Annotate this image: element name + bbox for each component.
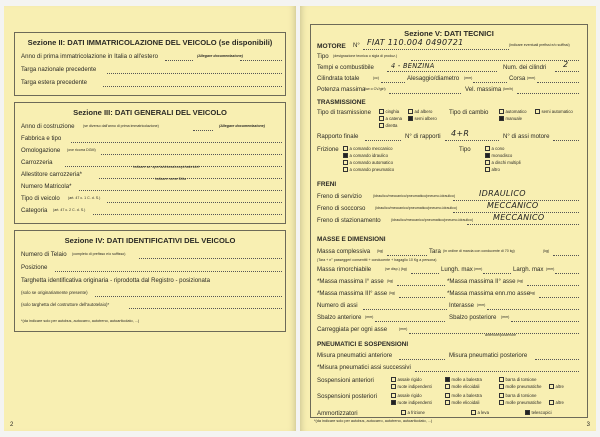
row-axles-wheelbase bbox=[311, 302, 587, 312]
field-chassis-plate[interactable] bbox=[129, 301, 282, 309]
note-attach-doc: (Allegare documentazione) bbox=[197, 54, 243, 58]
section-2-box bbox=[14, 32, 286, 96]
value-service-brake: IDRAULICO bbox=[479, 189, 526, 198]
field-factory[interactable] bbox=[71, 135, 282, 143]
sub-type: (designazione tecnica o sigla di produz.) bbox=[333, 54, 398, 58]
field-displacement[interactable] bbox=[381, 75, 405, 83]
field-speed[interactable] bbox=[517, 86, 579, 94]
checkbox-automatic[interactable]: automatico bbox=[499, 109, 527, 114]
checkbox-lever-shock[interactable]: a leva bbox=[471, 410, 489, 415]
row-bodybuilder bbox=[15, 171, 285, 181]
row-prev-plate bbox=[15, 66, 285, 76]
note-bodybuilder: indicare nome Ditta bbox=[155, 177, 186, 181]
section-2-title: Sezione II: DATI IMMATRICOLAZIONE DEL VEICOLO (se disponibili) bbox=[27, 38, 273, 47]
field-bodybuilder[interactable] bbox=[99, 171, 282, 179]
section-3-title: Sezione III: DATI GENERALI DEL VEICOLO bbox=[73, 108, 227, 117]
section-4-footnote: *(da indicare solo per autobus, autocarro, autotreno, autoarticolato, ...) bbox=[21, 319, 140, 323]
checkbox-rear-torsion-bar[interactable]: barra di torsione bbox=[499, 393, 537, 398]
field-first-registration-2[interactable] bbox=[240, 53, 282, 61]
field-stroke[interactable] bbox=[537, 75, 579, 83]
field-towable[interactable] bbox=[411, 266, 439, 274]
label-category: Categoria bbox=[21, 207, 48, 214]
label-gearbox-type: Tipo di cambio bbox=[449, 109, 489, 116]
label-axles: Numero di assi bbox=[317, 302, 358, 309]
field-tyre-rear[interactable] bbox=[535, 352, 579, 360]
label-tyre-front: Misura pneumatici anteriore bbox=[317, 352, 393, 359]
field-homologation[interactable] bbox=[101, 147, 282, 155]
label-vehicle-type: Tipo di veicolo bbox=[21, 195, 60, 202]
field-axle-1[interactable] bbox=[397, 278, 445, 286]
label-wheelbase: Interasse bbox=[449, 302, 475, 309]
field-foreign-plate[interactable] bbox=[103, 79, 282, 87]
row-plate-id bbox=[15, 277, 285, 287]
unit-towable: (se disp.) (kg) bbox=[385, 267, 407, 271]
label-homologation: Omologazione bbox=[21, 147, 61, 154]
checkbox-front-rigid-axle[interactable]: assale rigido bbox=[391, 377, 422, 382]
label-total-mass: Massa complessiva bbox=[317, 248, 371, 255]
sub-homologation: (ove ricorra DGM) bbox=[67, 148, 96, 152]
unit-bore: (mm) bbox=[464, 76, 473, 80]
label-rear-suspension: Sospensioni posteriori bbox=[317, 393, 377, 400]
row-parking-brake bbox=[311, 213, 587, 227]
row-factory bbox=[15, 135, 285, 145]
sub-year: (se diverso dall'anno di prima immatricolazione) bbox=[83, 124, 159, 128]
checkbox-shaft[interactable]: ad albero bbox=[408, 109, 432, 114]
row-type bbox=[311, 53, 587, 63]
row-category bbox=[15, 207, 285, 217]
checkbox-rear-other[interactable]: altre bbox=[549, 400, 564, 405]
label-year: Anno di costruzione bbox=[21, 123, 75, 130]
row-stroke-fuel bbox=[311, 60, 587, 74]
field-axles[interactable] bbox=[363, 302, 447, 310]
field-power[interactable] bbox=[389, 86, 461, 94]
note-body: indicare se: aperta/chiusa/coupè/cabriolet bbox=[133, 165, 200, 169]
row-first-registration bbox=[15, 53, 285, 63]
unit-axle-3: (kg) bbox=[389, 291, 396, 295]
row-axle-1-2 bbox=[311, 278, 587, 288]
note-tare-sub: (Tara + n° passeggeri consentiti + conducente + bagaglio 10 Kg a persona) bbox=[317, 258, 437, 262]
unit-rear-overhang: (mm) bbox=[501, 315, 510, 319]
label-foreign-plate: Targa estera precedente bbox=[21, 79, 88, 86]
label-length: Lungh. max bbox=[441, 266, 473, 273]
checkbox-rear-leaf-spring[interactable]: molle a balestra bbox=[445, 393, 482, 398]
label-front-suspension: Sospensioni anteriori bbox=[317, 377, 374, 384]
checkbox-clutch-mechanical[interactable]: a comando meccanico bbox=[343, 146, 393, 151]
unit-front-overhang: (mm) bbox=[365, 315, 374, 319]
label-serial: Numero Matricola* bbox=[21, 183, 72, 190]
label-chassis-plate: (solo targhetta del costruttore dell'autotelaio)* bbox=[21, 302, 110, 307]
unit-tare: (kg) bbox=[543, 249, 550, 253]
field-wheelbase[interactable] bbox=[487, 302, 579, 310]
right-page bbox=[300, 6, 596, 431]
field-drive-axles[interactable] bbox=[553, 133, 579, 141]
label-speed: Vel. massima bbox=[465, 86, 502, 93]
checkbox-clutch-pneumatic[interactable]: a comando pneumatico bbox=[343, 167, 394, 172]
checkbox-front-air-spring[interactable]: molle pneumatiche bbox=[499, 384, 542, 389]
row-position bbox=[15, 264, 285, 274]
row-year bbox=[15, 123, 285, 133]
row-homologation bbox=[15, 147, 285, 157]
label-engine-n: N° bbox=[353, 42, 360, 49]
sub-vehicle-type: (art. 47 c. 1 C. d. S.) bbox=[68, 196, 101, 200]
field-axle-2[interactable] bbox=[527, 278, 579, 286]
label-stroke-fuel: Tempi e combustibile bbox=[317, 64, 374, 71]
label-cylinders: Num. dei cilindri bbox=[503, 64, 547, 71]
field-tyre-other[interactable] bbox=[415, 364, 579, 372]
checkbox-friction-shock[interactable]: a frizione bbox=[401, 410, 425, 415]
field-position[interactable] bbox=[55, 264, 282, 272]
label-service-brake: Freno di servizio bbox=[317, 193, 362, 200]
value-emergency-brake: MECCANICO bbox=[487, 201, 539, 210]
label-axle-n: *Massa massima enn.mo asse bbox=[447, 290, 530, 297]
section-3-box bbox=[14, 102, 286, 224]
label-rear-overhang: Sbalzo posteriore bbox=[449, 314, 497, 321]
row-chassis bbox=[15, 251, 285, 261]
row-total-mass bbox=[311, 248, 587, 258]
section-5-title: Sezione V: DATI TECNICI bbox=[404, 29, 494, 38]
field-axle-3[interactable] bbox=[399, 290, 445, 298]
checkbox-front-other[interactable]: altre bbox=[549, 384, 564, 389]
label-clutch: Frizione bbox=[317, 146, 339, 153]
field-year[interactable] bbox=[193, 123, 213, 131]
checkbox-direct[interactable]: diretta bbox=[379, 123, 397, 128]
value-stroke-fuel: 4 - BENZINA bbox=[391, 62, 435, 70]
unit-axle-1: (kg) bbox=[387, 279, 394, 283]
row-tyres-front-rear bbox=[311, 352, 587, 362]
unit-wheelbase: (mm) bbox=[477, 303, 486, 307]
section-5-footnote: *(da indicare solo per autobus, autocarro, autotreno, autoarticolato, ...) bbox=[314, 419, 433, 423]
row-displacement bbox=[311, 75, 587, 85]
label-final-ratio: Rapporto finale bbox=[317, 133, 359, 140]
checkbox-rear-coil-spring[interactable]: molle elicoidali bbox=[445, 400, 479, 405]
row-tyres-other bbox=[311, 364, 587, 374]
left-page bbox=[4, 6, 296, 431]
checkbox-belt[interactable]: cinghia bbox=[379, 109, 399, 114]
value-cylinders: 2 bbox=[563, 60, 569, 69]
row-service-brake bbox=[311, 189, 587, 203]
label-stroke: Corsa bbox=[509, 75, 526, 82]
row-axle-3-n bbox=[311, 290, 587, 300]
section-4-title: Sezione IV: DATI IDENTIFICATIVI DEL VEICOLO bbox=[64, 236, 236, 245]
field-final-ratio[interactable] bbox=[365, 133, 401, 141]
unit-stroke: (mm) bbox=[527, 76, 536, 80]
checkbox-single-disc[interactable]: monodisco bbox=[485, 153, 512, 158]
value-engine: FIAT 110.004 0490721 bbox=[367, 38, 464, 47]
label-front-overhang: Sbalzo anteriore bbox=[317, 314, 362, 321]
row-only-if-present bbox=[15, 289, 285, 299]
label-towable: Massa rimorchiabile bbox=[317, 266, 372, 273]
field-rear-overhang[interactable] bbox=[511, 314, 579, 322]
label-width: Largh. max bbox=[513, 266, 544, 273]
unit-axle-2: (kg) bbox=[517, 279, 524, 283]
header-transmission: TRASMISSIONE bbox=[317, 99, 366, 106]
label-axle-3: *Massa massima III° asse bbox=[317, 290, 388, 297]
checkbox-cone[interactable]: a cono bbox=[485, 146, 504, 151]
section-4-box bbox=[14, 230, 286, 332]
unit-speed: (km/h) bbox=[503, 87, 514, 91]
section-5-box bbox=[310, 24, 588, 418]
checkbox-front-leaf-spring[interactable]: molle a balestra bbox=[445, 377, 482, 382]
unit-length: (mm) bbox=[474, 267, 483, 271]
row-engine bbox=[311, 38, 587, 52]
checkbox-clutch-hydraulic[interactable]: a comando idraulico bbox=[343, 153, 388, 158]
field-serial[interactable] bbox=[79, 183, 282, 191]
field-first-registration[interactable] bbox=[165, 53, 193, 61]
checkbox-half-shaft[interactable]: semi albero bbox=[408, 116, 437, 121]
label-axle-2: *Massa massima II° asse bbox=[447, 278, 516, 285]
checkbox-multi-disc[interactable]: a dischi multipli bbox=[485, 160, 521, 165]
label-emergency-brake: Freno di soccorso bbox=[317, 205, 366, 212]
label-body: Carrozzeria bbox=[21, 159, 53, 166]
row-final-ratio bbox=[311, 129, 587, 143]
value-parking-brake: MECCANICO bbox=[493, 213, 545, 222]
sub-category: (art. 47 c. 2 C. d. S.) bbox=[53, 208, 86, 212]
label-tare: Tara bbox=[429, 248, 441, 255]
label-tyre-rear: Misura pneumatici posteriore bbox=[449, 352, 528, 359]
checkbox-telescopic-shock[interactable]: telescopici bbox=[525, 410, 552, 415]
checkbox-clutch-automatic[interactable]: a comando automatico bbox=[343, 160, 393, 165]
row-overhang bbox=[311, 314, 587, 324]
sub-emergency-brake: (idraulico/meccanico/pneumatico/pneumo-idraulico) bbox=[375, 206, 458, 210]
label-tyre-other: *Misura pneumatici assi successivi bbox=[317, 364, 411, 371]
label-gear-count: N° di rapporti bbox=[405, 133, 441, 140]
label-axle-1: *Massa massima I° asse bbox=[317, 278, 384, 285]
checkbox-front-independent[interactable]: ruote indipendenti bbox=[391, 384, 432, 389]
field-tare[interactable] bbox=[553, 248, 579, 256]
checkbox-rear-independent[interactable]: ruote indipendenti bbox=[391, 400, 432, 405]
unit-width: (mm) bbox=[546, 267, 555, 271]
label-drive-axles: N° di assi motore bbox=[503, 133, 550, 140]
checkbox-front-coil-spring[interactable]: molle elicoidali bbox=[445, 384, 479, 389]
label-parking-brake: Freno di stazionamento bbox=[317, 217, 381, 224]
label-clutch-type: Tipo bbox=[459, 146, 471, 153]
unit-displacement: (cc) bbox=[373, 76, 379, 80]
field-type[interactable] bbox=[411, 53, 579, 61]
row-serial bbox=[15, 183, 285, 193]
note-track: anteriore/posteriore bbox=[485, 333, 517, 337]
field-category[interactable] bbox=[93, 207, 282, 215]
field-vehicle-type[interactable] bbox=[107, 195, 282, 203]
label-track: Carreggiata per ogni asse bbox=[317, 326, 388, 333]
row-towable bbox=[311, 266, 587, 276]
header-tyres: PNEUMATICI E SOSPENSIONI bbox=[317, 341, 409, 348]
field-axle-n[interactable] bbox=[539, 290, 579, 298]
label-engine: MOTORE bbox=[317, 43, 346, 50]
field-total-mass[interactable] bbox=[387, 248, 427, 256]
checkbox-rear-air-spring[interactable]: molle pneumatiche bbox=[499, 400, 542, 405]
row-emergency-brake bbox=[311, 201, 587, 215]
label-type: Tipo bbox=[317, 53, 329, 60]
row-body bbox=[15, 159, 285, 169]
label-shock-absorbers: Ammortizzatori bbox=[317, 410, 358, 417]
unit-track: (mm) bbox=[399, 327, 408, 331]
value-gear-count: 4+R bbox=[451, 129, 470, 138]
label-prev-plate: Targa nazionale precedente bbox=[21, 66, 97, 73]
label-displacement: Cilindrata totale bbox=[317, 75, 360, 82]
label-only-if-present: (solo se originariamente presente) bbox=[21, 290, 88, 295]
unit-total-mass: (kg) bbox=[377, 249, 384, 253]
header-masses: MASSE E DIMENSIONI bbox=[317, 236, 386, 243]
label-bodybuilder: Allestitore carrozzeria* bbox=[21, 171, 82, 178]
page-number-left: 2 bbox=[10, 422, 14, 428]
checkbox-chain[interactable]: a catena bbox=[379, 116, 402, 121]
page-number-right: 3 bbox=[586, 422, 590, 428]
field-only-if-present[interactable] bbox=[95, 289, 282, 297]
field-front-overhang[interactable] bbox=[375, 314, 445, 322]
sub-service-brake: (idraulico/meccanico/pneumatico/pneumo-idraulico) bbox=[373, 194, 456, 198]
label-power: Potenza massima bbox=[317, 86, 366, 93]
unit-power: (kw o CV/giri) bbox=[364, 87, 386, 91]
label-first-registration: Anno di prima immatricolazione in Italia o all'estero bbox=[21, 53, 158, 60]
row-track bbox=[311, 326, 587, 336]
field-width[interactable] bbox=[555, 266, 579, 274]
label-plate-id: Targhetta identificativa originaria - riprodotta dal Registro - posizionata bbox=[21, 277, 211, 284]
unit-axle-n: (kg) bbox=[529, 291, 536, 295]
checkbox-other-clutch[interactable]: altro bbox=[485, 167, 500, 172]
field-length[interactable] bbox=[483, 266, 511, 274]
field-bore[interactable] bbox=[473, 75, 507, 83]
note-tare: (in ordine di marcia con conducente di 70 kg) bbox=[443, 249, 515, 253]
checkbox-front-torsion-bar[interactable]: barra di torsione bbox=[499, 377, 537, 382]
row-power bbox=[311, 86, 587, 96]
field-chassis[interactable] bbox=[139, 251, 282, 259]
note-year: (Allegare documentazione) bbox=[219, 124, 265, 128]
label-position: Posizione bbox=[21, 264, 48, 271]
checkbox-rear-rigid-axle[interactable]: assale rigido bbox=[391, 393, 422, 398]
label-chassis: Numero di Telaio bbox=[21, 251, 67, 258]
checkbox-manual[interactable]: manuale bbox=[499, 116, 522, 121]
sub-parking-brake: (idraulico/meccanico/pneumatico/pneumo-idraulico) bbox=[391, 218, 474, 222]
label-transmission-type: Tipo di trasmissione bbox=[317, 109, 371, 116]
sub-chassis: (completo di prefisso e/o suffisso) bbox=[72, 252, 126, 256]
field-prev-plate[interactable] bbox=[107, 66, 282, 74]
header-brakes: FRENI bbox=[317, 181, 337, 188]
row-chassis-plate bbox=[15, 301, 285, 311]
row-foreign-plate bbox=[15, 79, 285, 89]
row-vehicle-type bbox=[15, 195, 285, 205]
field-tyre-front[interactable] bbox=[399, 352, 445, 360]
checkbox-semi-automatic[interactable]: semi automatico bbox=[535, 109, 573, 114]
label-factory: Fabbrica e tipo bbox=[21, 135, 62, 142]
label-bore: Alesaggio/diametro bbox=[407, 75, 460, 82]
note-engine: (indicare eventuali prefissi e/o suffissi) bbox=[509, 43, 570, 47]
